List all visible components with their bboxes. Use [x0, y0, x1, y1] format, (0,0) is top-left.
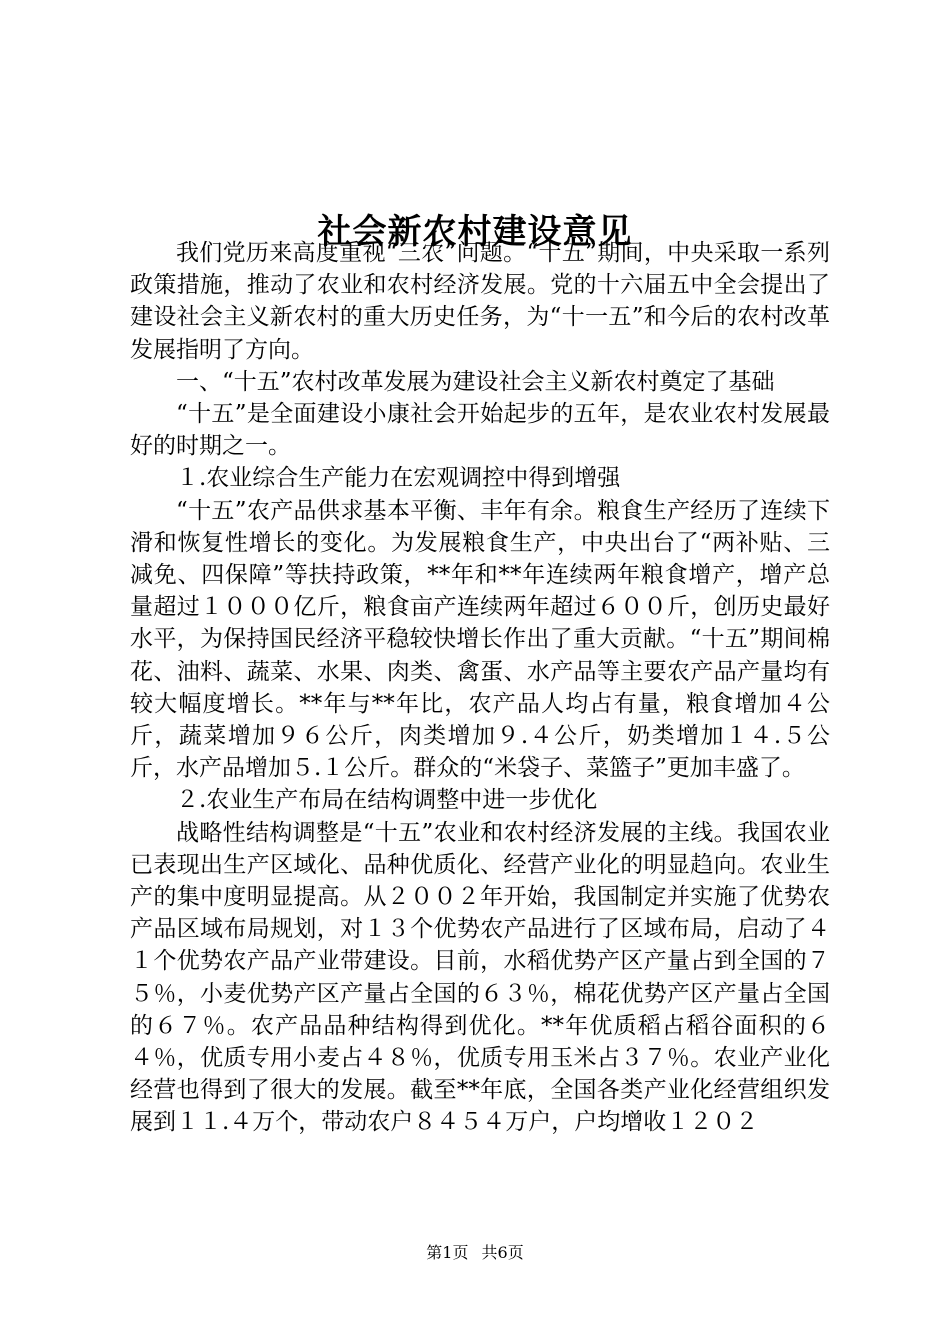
subsection-1-paragraph: “十五”农产品供求基本平衡、丰年有余。粮食生产经历了连续下滑和恢复性增长的变化。为发展粮食生产，中央出台了“两补贴、三减免、四保障”等扶持政策，**年和**年连续两年粮食增产，增产总量超过１０００亿斤，粮食亩产连续两年超过６００斤，创历史最好水平，为保持国民经济平稳较快增长作出了重大贡献。“十五”期间棉花、油料、蔬菜、水果、肉类、禽蛋、水产品等主要农产品产量均有较大幅度增长。**年与**年比，农产品人均占有量，粮食增加４公斤，蔬菜增加９６公斤，肉类增加９.４公斤，奶类增加１４.５公斤，水产品增加５.１公斤。群众的“米袋子、菜篮子”更加丰盛了。 [130, 497, 830, 782]
document-body [130, 237, 830, 1139]
document-title: 社会新农村建设意见 [317, 211, 633, 252]
page-footer [0, 1241, 950, 1265]
page-number: 第1页 [426, 1243, 469, 1262]
subsection-heading-2: ２.农业生产布局在结构调整中进一步优化 [176, 787, 598, 814]
subsection-heading-1: １.农业综合生产能力在宏观调控中得到增强 [176, 465, 621, 492]
subsection-2-paragraph: 战略性结构调整是“十五”农业和农村经济发展的主线。我国农业已表现出生产区域化、品种优质化、经营产业化的明显趋向。农业生产的集中度明显提高。从２００２年开始，我国制定并实施了优势农产品区域布局规划，对１３个优势农产品进行了区域布局，启动了４１个优势农产品产业带建设。目前，水稻优势产区产量占到全国的７５％，小麦优势产区产量占全国的６３％，棉花优势产区产量占全国的６７％。农产品品种结构得到优化。**年优质稻占稻谷面积的６４％，优质专用小麦占４８％，优质专用玉米占３７％。农业产业化经营也得到了很大的发展。截至**年底，全国各类产业化经营组织发展到１１.４万个，带动农户８４５４万户，户均增收１２０２ [130, 819, 830, 1136]
page-total: 共6页 [481, 1243, 524, 1262]
intro-paragraph: 我们党历来高度重视“三农”问题。“十五”期间，中央采取一系列政策措施，推动了农业和农村经济发展。党的十六届五中全会提出了建设社会主义新农村的重大历史任务，为“十一五”和今后的农村改革发展指明了方向。 [130, 240, 830, 363]
section-heading-1: 一、“十五”农村改革发展为建设社会主义新农村奠定了基础 [176, 368, 775, 395]
section-1-intro-paragraph: “十五”是全面建设小康社会开始起步的五年，是农业农村发展最好的时期之一。 [130, 401, 830, 460]
